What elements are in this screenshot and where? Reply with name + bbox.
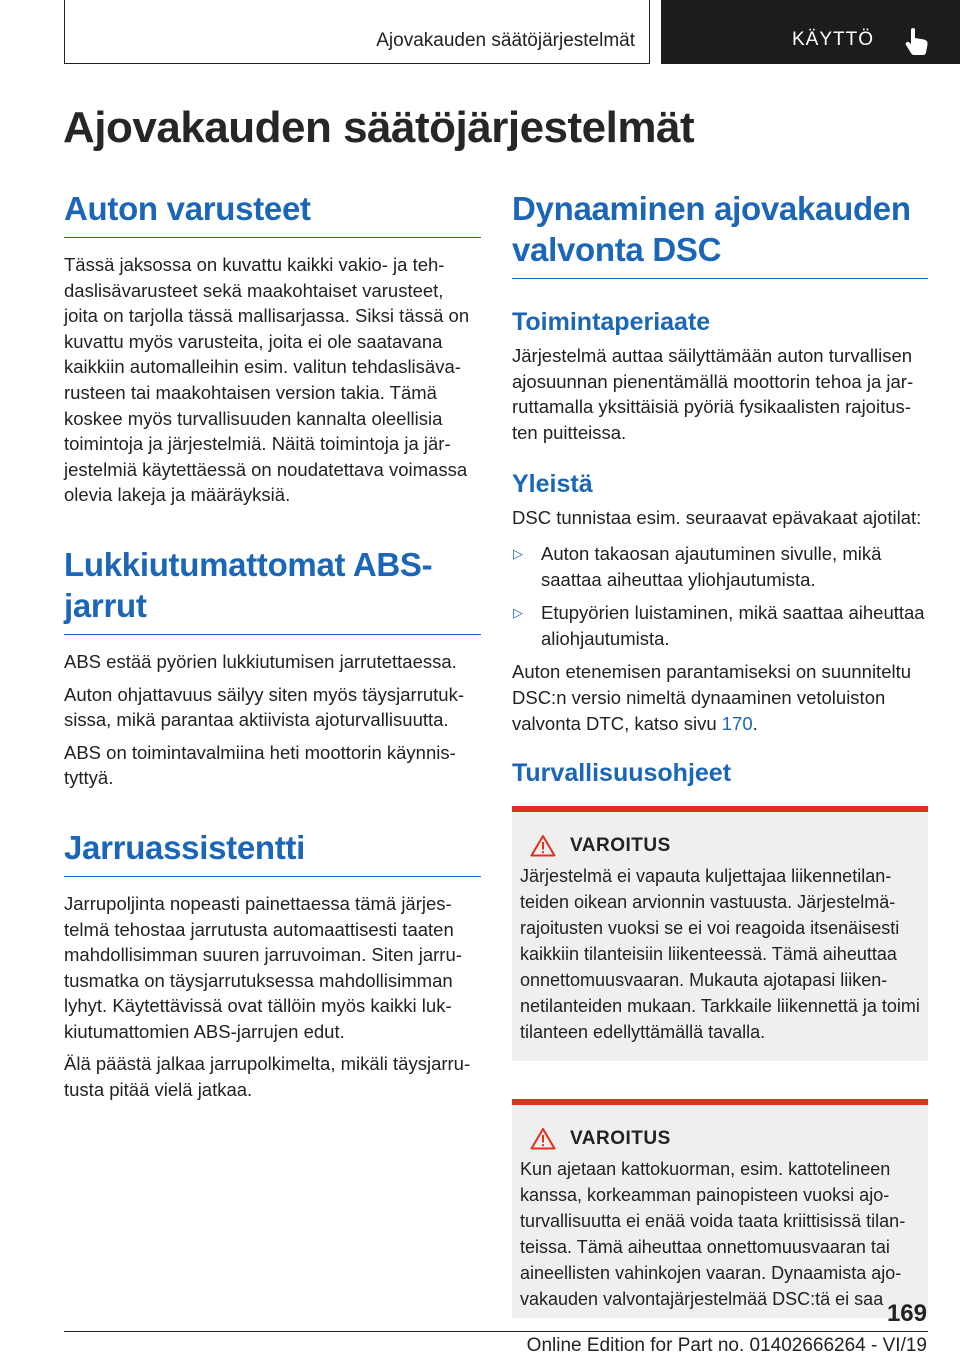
warning-triangle-icon [530,1127,556,1150]
heading-auton-varusteet: Auton varusteet [64,190,311,227]
section-divider [64,634,481,635]
section-divider [512,278,928,279]
bullet-list [512,541,928,651]
footer-divider [64,1331,928,1332]
paragraph: Tässä jaksossa on kuvattu kaikki vakio- ja tehdaslisävarusteet sekä maakohtaiset varusteet, joita on tarjolla tässä mallisarjassa. Siksi tässä on kuvattu myös varusteita, joita ei ole saatavana kaikkiin automalleihin esim. valitun tehdaslisävarusteen tai maakohtaisen version takia. Tämä koskee myös turvallisuuden kannalta oleellisia toimintoja ja järjestelmiä. Näitä toimintoja ja järjestelmiä käytettäessä on noudatettava voimassa olevia lakeja ja määräyksiä. [64,254,470,506]
header-section-title: Ajovakauden säätöjärjestelmät [376,30,635,51]
header-chapter-tab[interactable] [661,0,960,64]
warning-text: Kun ajetaan kattokuorman, esim. kattotelineen kanssa, korkeamman painopisteen vuoksi ajoturvallisuutta ei enää voida taata kriittisissä tilanteissa. Tämä aiheuttaa onnettomuusvaaran tai aineellisten vahinkojen vaaran. Dynaamista ajovakauden valvontajärjestelmää DSC:tä ei saa [520,1159,906,1310]
paragraph: Järjestelmä auttaa säilyttämään auton turvallisen ajosuunnan pienentämällä moottorin tehoa ja jarruttamalla yksittäisiä pyöriä fysikaalisten rajoitusten puitteissa. [512,345,914,443]
right-column [512,188,928,1356]
subheading-yleista: Yleistä [512,470,593,499]
paragraph: DSC tunnistaa esim. seuraavat epävakaat ajotilat: [512,507,922,529]
subheading-toimintaperiaate: Toimintaperiaate [512,308,711,336]
warning-text: Järjestelmä ei vapauta kuljettajaa liikennetilanteiden oikean arvionnin vastuusta. Järjestelmärajoitusten vuoksi se ei voi reagoida itsenäisesti kaikkiin tilanteisiin liikenteessä. Tämä aiheuttaa onnettomuusvaaran. Mukauta ajotapasi liikennetilanteiden mukaan. Tarkkaile liikennettä ja toimi tilanteen edellyttämällä tavalla. [520,866,920,1043]
paragraph: ABS estää pyörien lukkiutumisen jarrutettaessa. [64,650,457,672]
triangle-bullet-icon: ▷ [513,605,523,621]
header-section-box [64,0,650,64]
paragraph: Älä päästä jalkaa jarrupolkimelta, mikäli täysjarrutusta pitää vielä jatkaa. [64,1053,471,1101]
section-divider [64,876,481,877]
heading-abs: Lukkiutumattomat ABS-jarrut [64,545,433,624]
list-item: ▷ Etupyörien luistaminen, mikä saattaa aiheuttaa aliohjautumista. [513,602,925,649]
pointing-hand-icon [904,27,930,55]
page-number: 169 [886,1300,927,1327]
heading-dsc: Dynaaminen ajovakauden valvonta DSC [512,190,911,268]
page-title: Ajovakauden säätöjärjestelmät [63,103,695,152]
left-column [64,188,481,1110]
paragraph: Auton ohjattavuus säilyy siten myös täysjarrutuksissa, mikä parantaa aktiivista ajoturvallisuutta. [64,683,464,731]
list-item: ▷ Auton takaosan ajautuminen sivulle, mikä saattaa aiheuttaa yliohjautumista. [513,542,882,590]
triangle-bullet-icon: ▷ [513,545,523,561]
paragraph: ABS on toimintavalmiina heti moottorin käynnistyttyä. [64,741,456,789]
footer-edition: Online Edition for Part no. 01402666264 - VI/19 [526,1335,927,1356]
warning-title: VAROITUS [570,1127,671,1149]
warning-title: VAROITUS [570,834,671,856]
page-link-170[interactable]: 170 [721,712,753,734]
heading-jarruassistentti: Jarruassistentti [64,828,305,866]
warning-box [512,806,928,1061]
paragraph: Auton etenemisen parantamiseksi on suunniteltu DSC:n versio nimeltä dynaaminen vetoluiston valvonta DTC, katso sivu 170. [512,661,912,734]
paragraph: Jarrupoljinta nopeasti painettaessa tämä järjestelmä tehostaa jarrutusta automaattisesti taaten mahdollisimman suuren jarruvoiman. Siten jarrutusmatka on täysjarrutuksessa mahdollisimman lyhyt. Käytettävissä ovat tällöin myös kaikki lukkiutumattomien ABS-jarrujen edut. [64,892,462,1042]
warning-box [512,1099,928,1318]
subheading-turvallisuusohjeet: Turvallisuusohjeet [512,759,732,788]
section-divider [64,237,481,238]
warning-triangle-icon [530,834,556,857]
header-chapter-label: KÄYTTÖ [792,29,875,50]
